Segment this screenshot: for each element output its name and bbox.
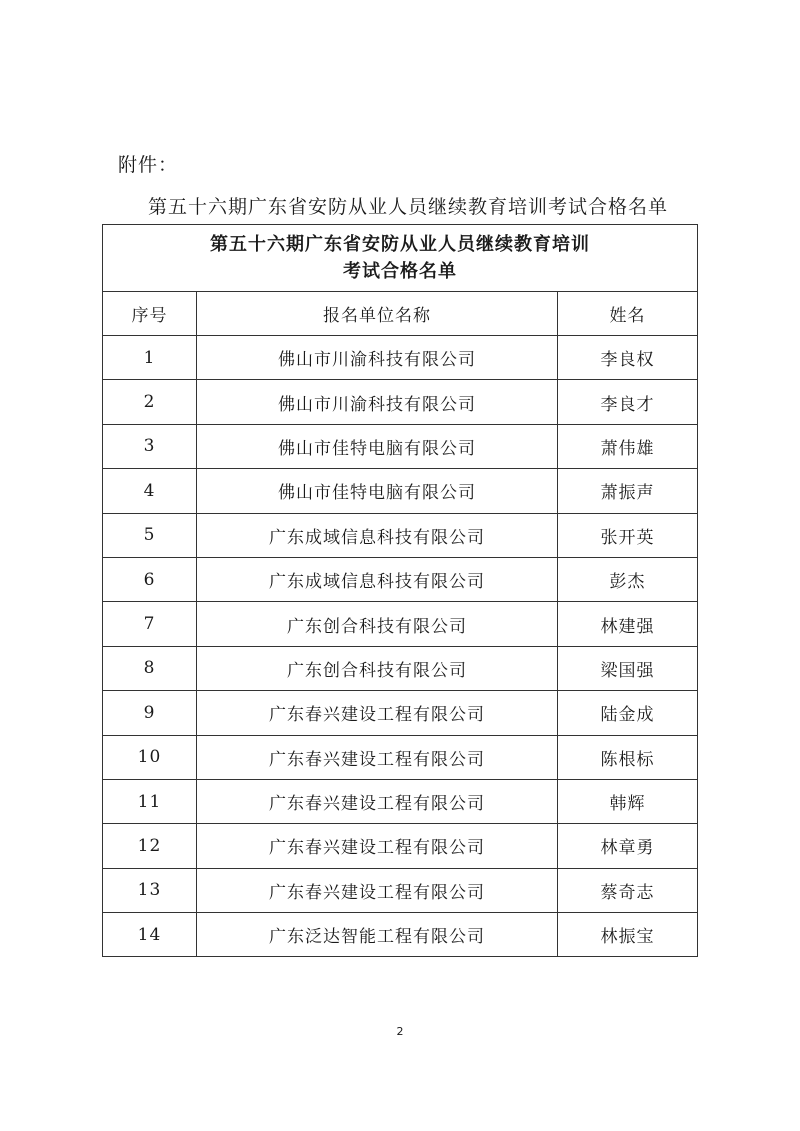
cell-person-name: 萧伟雄 (558, 424, 698, 468)
cell-serial-number: 7 (103, 602, 197, 646)
cell-serial-number: 11 (103, 779, 197, 823)
cell-unit-name: 佛山市佳特电脑有限公司 (197, 469, 558, 513)
cell-serial-number: 4 (103, 469, 197, 513)
table-caption (103, 225, 698, 292)
cell-person-name: 林振宝 (558, 913, 698, 957)
cell-serial-number: 5 (103, 513, 197, 557)
cell-person-name: 韩辉 (558, 779, 698, 823)
cell-person-name: 林建强 (558, 602, 698, 646)
cell-serial-number: 8 (103, 646, 197, 690)
table-row (103, 469, 698, 513)
table-caption-line-1: 第五十六期广东省安防从业人员继续教育培训 (210, 234, 590, 255)
cell-person-name: 陈根标 (558, 735, 698, 779)
table-row (103, 380, 698, 424)
cell-serial-number: 2 (103, 380, 197, 424)
cell-person-name: 李良权 (558, 336, 698, 380)
cell-serial-number: 14 (103, 913, 197, 957)
attachment-label: 附件： (118, 154, 179, 176)
table-row (103, 557, 698, 601)
cell-serial-number: 1 (103, 336, 197, 380)
table-row (103, 735, 698, 779)
cell-unit-name: 广东创合科技有限公司 (197, 646, 558, 690)
cell-unit-name: 佛山市川渝科技有限公司 (197, 336, 558, 380)
table-header-row (103, 292, 698, 336)
table-row (103, 513, 698, 557)
table-row (103, 424, 698, 468)
cell-unit-name: 佛山市佳特电脑有限公司 (197, 424, 558, 468)
page-number: 2 (396, 1025, 404, 1038)
cell-serial-number: 9 (103, 691, 197, 735)
document-title: 第五十六期广东省安防从业人员继续教育培训考试合格名单 (148, 196, 669, 218)
cell-unit-name: 广东春兴建设工程有限公司 (197, 779, 558, 823)
cell-person-name: 蔡奇志 (558, 868, 698, 912)
cell-person-name: 梁国强 (558, 646, 698, 690)
table-row (103, 824, 698, 868)
table-row (103, 779, 698, 823)
header-unit-name: 报名单位名称 (197, 292, 558, 336)
table-row (103, 691, 698, 735)
cell-person-name: 陆金成 (558, 691, 698, 735)
table-row (103, 913, 698, 957)
table-row (103, 336, 698, 380)
cell-serial-number: 12 (103, 824, 197, 868)
cell-person-name: 彭杰 (558, 557, 698, 601)
header-person-name: 姓名 (558, 292, 698, 336)
table-row (103, 646, 698, 690)
roster-table (102, 224, 698, 957)
cell-person-name: 林章勇 (558, 824, 698, 868)
cell-unit-name: 广东春兴建设工程有限公司 (197, 868, 558, 912)
table-row (103, 602, 698, 646)
table-caption-row (103, 225, 698, 292)
cell-unit-name: 广东创合科技有限公司 (197, 602, 558, 646)
cell-unit-name: 广东春兴建设工程有限公司 (197, 735, 558, 779)
cell-person-name: 张开英 (558, 513, 698, 557)
cell-person-name: 李良才 (558, 380, 698, 424)
header-serial-number: 序号 (103, 292, 197, 336)
cell-serial-number: 10 (103, 735, 197, 779)
cell-unit-name: 广东春兴建设工程有限公司 (197, 691, 558, 735)
table-row (103, 868, 698, 912)
cell-unit-name: 广东春兴建设工程有限公司 (197, 824, 558, 868)
table-caption-line-2: 考试合格名单 (343, 261, 457, 282)
cell-unit-name: 广东泛达智能工程有限公司 (197, 913, 558, 957)
cell-unit-name: 广东成域信息科技有限公司 (197, 513, 558, 557)
cell-serial-number: 6 (103, 557, 197, 601)
cell-serial-number: 3 (103, 424, 197, 468)
cell-serial-number: 13 (103, 868, 197, 912)
cell-unit-name: 佛山市川渝科技有限公司 (197, 380, 558, 424)
cell-person-name: 萧振声 (558, 469, 698, 513)
cell-unit-name: 广东成域信息科技有限公司 (197, 557, 558, 601)
